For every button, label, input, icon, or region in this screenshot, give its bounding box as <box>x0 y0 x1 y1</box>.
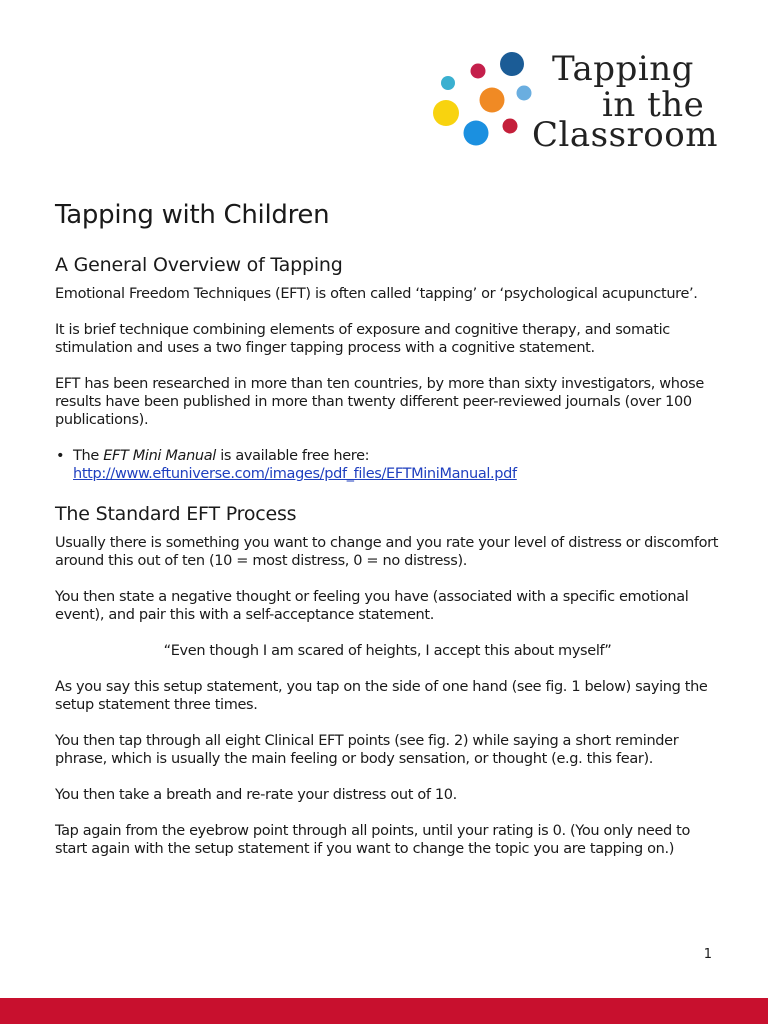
setup-statement-quote: “Even though I am scared of heights, I accept this about myself” <box>163 643 612 659</box>
section-heading-process: The Standard EFT Process <box>55 503 297 525</box>
footer-bar <box>0 998 768 1024</box>
section-heading-overview: A General Overview of Tapping <box>55 254 343 276</box>
document-content <box>55 198 720 876</box>
paragraph: Usually there is something you want to change and you rate your level of distress or discomfort around this out of ten (10 = most distress, 0 = no distress). <box>55 535 719 569</box>
paragraph: Emotional Freedom Techniques (EFT) is often called ‘tapping’ or ‘psychological acupuncture’. <box>55 286 698 302</box>
paragraph: You then tap through all eight Clinical EFT points (see fig. 2) while saying a short reminder phrase, which is usually the main feeling or body sensation, or thought (e.g. this fear). <box>55 733 679 767</box>
bullet-prefix: The <box>73 448 104 464</box>
paragraph: EFT has been researched in more than ten countries, by more than sixty investigators, whose results have been published in more than twenty different peer-reviewed journals (over 100 publications). <box>55 376 704 428</box>
logo-text-line2: in the <box>602 85 705 125</box>
paragraph: You then state a negative thought or feeling you have (associated with a specific emotional event), and pair this with a self-acceptance statement. <box>55 589 689 623</box>
paragraph: Tap again from the eyebrow point through all points, until your rating is 0. (You only need to start again with the setup statement if you want to change the topic you are tapping on.) <box>55 823 690 857</box>
logo-dot <box>471 64 486 79</box>
logo-dot <box>500 52 524 76</box>
page-title: Tapping with Children <box>55 200 330 230</box>
paragraph: As you say this setup statement, you tap on the side of one hand (see fig. 1 below) saying the setup statement three times. <box>55 679 708 713</box>
page-number: 1 <box>703 947 712 962</box>
eft-manual-link[interactable]: http://www.eftuniverse.com/images/pdf_files/EFTMiniManual.pdf <box>73 466 517 482</box>
logo-dot <box>464 121 489 146</box>
manual-title: EFT Mini Manual <box>103 448 216 464</box>
logo-dot <box>517 86 532 101</box>
logo-text-line3: Classroom <box>532 115 718 155</box>
logo-text-line1: Tapping <box>552 49 694 89</box>
list-item <box>73 447 720 483</box>
resource-list <box>55 447 720 483</box>
logo-dot <box>441 76 455 90</box>
paragraph: It is brief technique combining elements of exposure and cognitive therapy, and somatic stimulation and uses a two finger tapping process with a cognitive statement. <box>55 322 670 356</box>
logo-dot <box>433 100 459 126</box>
tapping-classroom-logo <box>428 46 728 158</box>
logo-dot <box>503 119 518 134</box>
paragraph: You then take a breath and re-rate your distress out of 10. <box>55 787 457 803</box>
bullet-suffix: is available free here: <box>215 448 370 464</box>
logo-dot <box>480 88 505 113</box>
logo-dots-icon <box>428 46 538 158</box>
